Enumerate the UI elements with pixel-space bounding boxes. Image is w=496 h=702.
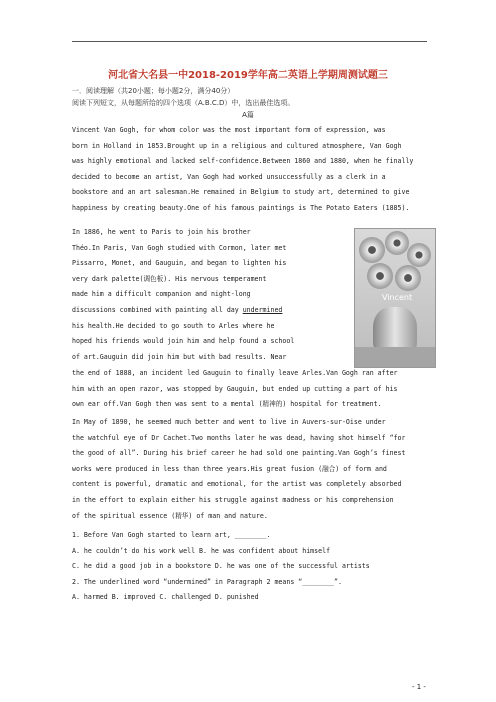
para2-text: discussions combined with painting all day xyxy=(72,305,243,314)
para2-line: very dark palette(调色板). His nervous temperament xyxy=(72,274,267,283)
question-1-options-cd: C. he did a good job in a bookstore D. he was one of the successful artists xyxy=(72,562,370,571)
paragraph-2-continued xyxy=(72,366,398,413)
underlined-word: undermined xyxy=(242,305,283,314)
para2-line: hoped his friends would join him and help found a school xyxy=(72,337,295,346)
para2-line: Théo.In Paris, Van Gogh studied with Cormon, later met xyxy=(72,243,287,252)
header-rule xyxy=(72,41,427,42)
para3-line: content is powerful, dramatic and emotional, for the artist was completely absorbed xyxy=(72,480,402,489)
para2-line: of art.Gauguin did join him but with bad results. Near xyxy=(72,352,287,361)
sunflowers-painting xyxy=(354,228,436,368)
passage-title: A篇 xyxy=(242,111,254,119)
paragraph-1 xyxy=(72,123,413,217)
page-number: - 1 - xyxy=(412,683,426,691)
para2-line: Pissarro, Monet, and Gauguin, and began to lighten his xyxy=(72,259,287,268)
para1-line: bookstore and an art salesman.He remained in Belgium to study art, determined to give xyxy=(72,188,410,197)
painting-signature: Vincent xyxy=(382,293,413,302)
para3-line: the good of all”. During his brief career he had sold one painting.Van Gogh’s finest xyxy=(72,449,406,458)
para1-line: was highly emotional and lacked self-confidence.Between 1860 and 1880, when he finally xyxy=(72,157,414,166)
paragraph-2-wrapped xyxy=(72,225,294,365)
question-2: 2. The underlined word “undermined” in Paragraph 2 means “________”. xyxy=(72,577,342,586)
para1-line: decided to become an artist, Van Gogh had worked unsuccessfully as a clerk in a xyxy=(72,172,386,181)
para2-line: the end of 1888, an incident led Gauguin to finally leave Arles.Van Gogh ran after xyxy=(72,369,398,377)
questions xyxy=(72,528,370,606)
sunflower-shape xyxy=(395,265,421,291)
para3-line: works were produced in less than three years.His great fusion (融合) of form and xyxy=(72,464,387,473)
paragraph-3 xyxy=(72,415,405,524)
question-1-options-ab: A. he couldn’t do his work well B. he was confident about himself xyxy=(72,546,331,555)
question-1: 1. Before Van Gogh started to learn art, ________. xyxy=(72,531,271,539)
sunflower-shape xyxy=(407,243,431,267)
para3-line: In May of 1890, he seemed much better and went to live in Auvers-sur-Oise under xyxy=(72,418,386,426)
sunflower-shape xyxy=(359,237,385,263)
page-title: 河北省大名县一中2018-2019学年高二英语上学期周测试题三 xyxy=(108,70,388,81)
para3-line: in the effort to explain either his struggle against madness or his comprehension xyxy=(72,495,394,504)
instruction-text: 阅读下列短文，从每题所给的四个选项（A.B.C.D）中，选出最佳选项。 xyxy=(72,99,295,107)
para1-line: Vincent Van Gogh, for whom color was the most important form of expression, was xyxy=(72,126,386,134)
para1-line: born in Holland in 1853.Brought up in a religious and cultured atmosphere, Van Gogh xyxy=(72,141,402,150)
para2-line: him with an open razor, was stopped by Gauguin, but ended up cutting a part of his xyxy=(72,384,398,393)
para2-line: made him a difficult companion and night-long xyxy=(72,290,251,299)
sunflower-shape xyxy=(385,231,409,255)
table-shape xyxy=(355,347,435,367)
para2-line xyxy=(72,303,294,319)
section-heading: 一．阅读理解（共20小题；每小题2分，满分40分） xyxy=(72,87,235,95)
para2-line: In 1886, he went to Paris to join his brother xyxy=(72,228,251,236)
para3-line: the watchful eye of Dr Cachet.Two months later he was dead, having shot himself “for xyxy=(72,433,406,442)
sunflower-shape xyxy=(367,263,393,289)
para2-line: own ear off.Van Gogh then was sent to a mental (精神的) hospital for treatment. xyxy=(72,400,382,409)
para1-line: happiness by creating beauty.One of his famous paintings is The Potato Eaters (1885). xyxy=(72,203,410,212)
question-2-options: A. harmed B. improved C. challenged D. punished xyxy=(72,593,259,602)
para2-line: his health.He decided to go south to Arles where he xyxy=(72,321,275,330)
para3-line: of the spiritual essence (精华) of man and nature. xyxy=(72,511,268,520)
